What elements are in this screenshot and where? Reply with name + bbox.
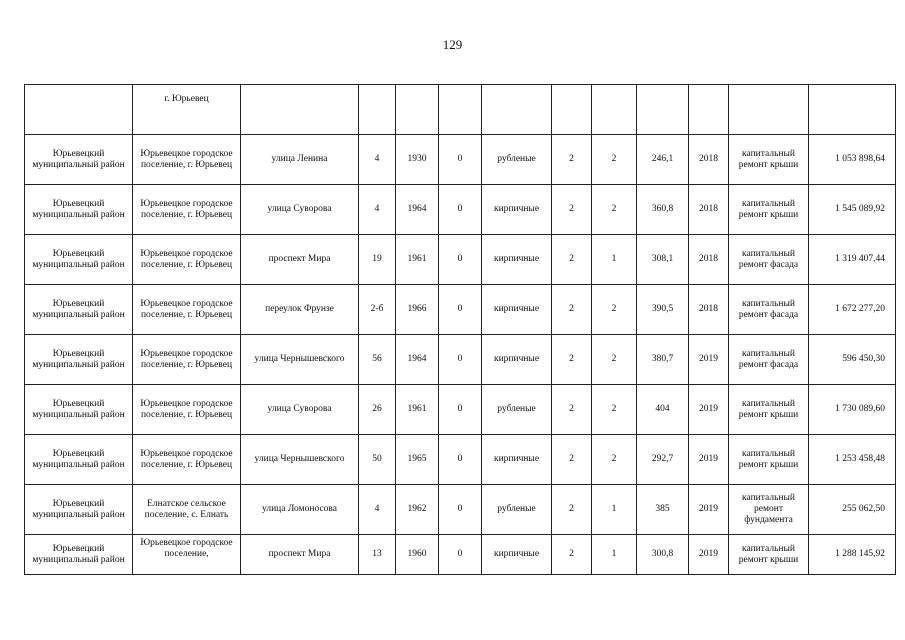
work-type-cell: капитальный ремонт крыши [729, 435, 809, 485]
street-cell: улица Ломоносова [241, 485, 359, 535]
plan-year-cell: 2019 [689, 435, 729, 485]
year-renovation-cell: 0 [439, 285, 482, 335]
area-cell: 300,8 [637, 535, 689, 575]
settlement-cell: Юрьевецкое городское поселение, г. Юрьевец [133, 235, 241, 285]
cost-cell: 1 288 145,92 [809, 535, 896, 575]
floors-cell: 2 [552, 185, 592, 235]
house-number-cell: 2-б [359, 285, 396, 335]
table-row [25, 285, 896, 335]
floors-cell: 2 [552, 385, 592, 435]
cost-cell: 1 319 407,44 [809, 235, 896, 285]
year-renovation-cell: 0 [439, 385, 482, 435]
floors-cell: 2 [552, 285, 592, 335]
plan-year-cell: 2019 [689, 385, 729, 435]
plan-year-cell: 2019 [689, 335, 729, 385]
work-type-cell: капитальный ремонт крыши [729, 185, 809, 235]
entrances-cell: 2 [592, 435, 637, 485]
street-cell: улица Суворова [241, 185, 359, 235]
floors-cell: 2 [552, 335, 592, 385]
district-cell: Юрьевецкий муниципальный район [25, 435, 133, 485]
street-cell: проспект Мира [241, 535, 359, 575]
year-built-cell: 1966 [396, 285, 439, 335]
wall-material-cell: рубленые [482, 135, 552, 185]
street-cell: улица Чернышевского [241, 335, 359, 385]
house-number-cell: 4 [359, 185, 396, 235]
district-cell: Юрьевецкий муниципальный район [25, 285, 133, 335]
entrances-cell: 2 [592, 335, 637, 385]
year-built-cell: 1962 [396, 485, 439, 535]
page-number: 129 [442, 37, 463, 52]
street-cell: проспект Мира [241, 235, 359, 285]
district-cell: Юрьевецкий муниципальный район [25, 535, 133, 575]
table-row [25, 435, 896, 485]
settlement-cell: Юрьевецкое городское поселение, г. Юрьевец [133, 385, 241, 435]
work-type-cell: капитальный ремонт фасада [729, 285, 809, 335]
house-number-cell: 26 [359, 385, 396, 435]
district-cell [25, 85, 133, 135]
wall-material-cell: рубленые [482, 485, 552, 535]
work-type-cell: капитальный ремонт фасада [729, 235, 809, 285]
year-renovation-cell: 0 [439, 485, 482, 535]
plan-year-cell: 2018 [689, 285, 729, 335]
work-type-cell: капитальный ремонт фасада [729, 335, 809, 385]
entrances-cell: 2 [592, 135, 637, 185]
year-renovation-cell: 0 [439, 435, 482, 485]
floors-cell: 2 [552, 485, 592, 535]
settlement-cell: Юрьевецкое городское поселение, г. Юрьевец [133, 135, 241, 185]
wall-material-cell: кирпичные [482, 185, 552, 235]
street-cell: улица Суворова [241, 385, 359, 435]
continued-row [25, 85, 896, 135]
table-row [25, 535, 896, 575]
table-row [25, 335, 896, 385]
work-type-cell: капитальный ремонт крыши [729, 385, 809, 435]
wall-material-cell: кирпичные [482, 535, 552, 575]
year-built-cell: 1964 [396, 185, 439, 235]
wall-material-cell: рубленые [482, 385, 552, 435]
entrances-cell: 2 [592, 185, 637, 235]
table-row [25, 135, 896, 185]
cost-cell: 1 730 089,60 [809, 385, 896, 435]
year-built-cell: 1960 [396, 535, 439, 575]
entrances-cell: 1 [592, 235, 637, 285]
year-built-cell: 1930 [396, 135, 439, 185]
house-number-cell: 4 [359, 135, 396, 185]
district-cell: Юрьевецкий муниципальный район [25, 235, 133, 285]
settlement-cell: Юрьевецкое городское поселение, [133, 535, 241, 575]
area-cell: 380,7 [637, 335, 689, 385]
area-cell: 292,7 [637, 435, 689, 485]
district-cell: Юрьевецкий муниципальный район [25, 335, 133, 385]
wall-material-cell: кирпичные [482, 285, 552, 335]
floors-cell: 2 [552, 435, 592, 485]
settlement-cell: Юрьевецкое городское поселение, г. Юрьевец [133, 435, 241, 485]
entrances-cell: 2 [592, 385, 637, 435]
cost-cell: 1 545 089,92 [809, 185, 896, 235]
year-built-cell: 1964 [396, 335, 439, 385]
settlement-cell: г. Юрьевец [133, 85, 241, 135]
table-row [25, 385, 896, 435]
cost-cell: 1 253 458,48 [809, 435, 896, 485]
cost-cell: 1 672 277,20 [809, 285, 896, 335]
street-cell: улица Ленина [241, 135, 359, 185]
wall-material-cell: кирпичные [482, 335, 552, 385]
wall-material-cell: кирпичные [482, 435, 552, 485]
work-type-cell: капитальный ремонт крыши [729, 135, 809, 185]
year-built-cell: 1965 [396, 435, 439, 485]
house-number-cell: 56 [359, 335, 396, 385]
house-number-cell: 13 [359, 535, 396, 575]
plan-year-cell: 2018 [689, 135, 729, 185]
entrances-cell: 2 [592, 285, 637, 335]
district-cell: Юрьевецкий муниципальный район [25, 185, 133, 235]
year-renovation-cell: 0 [439, 535, 482, 575]
table-row [25, 235, 896, 285]
year-renovation-cell: 0 [439, 185, 482, 235]
district-cell: Юрьевецкий муниципальный район [25, 385, 133, 435]
area-cell: 308,1 [637, 235, 689, 285]
year-renovation-cell: 0 [439, 335, 482, 385]
area-cell: 385 [637, 485, 689, 535]
floors-cell: 2 [552, 235, 592, 285]
street-cell: переулок Фрунзе [241, 285, 359, 335]
cost-cell: 596 450,30 [809, 335, 896, 385]
area-cell: 246,1 [637, 135, 689, 185]
year-renovation-cell: 0 [439, 135, 482, 185]
wall-material-cell: кирпичные [482, 235, 552, 285]
table-row [25, 185, 896, 235]
cost-cell: 255 062,50 [809, 485, 896, 535]
area-cell: 404 [637, 385, 689, 435]
house-number-cell: 50 [359, 435, 396, 485]
house-number-cell: 4 [359, 485, 396, 535]
work-type-cell: капитальный ремонт крыши [729, 535, 809, 575]
settlement-cell: Юрьевецкое городское поселение, г. Юрьевец [133, 335, 241, 385]
street-cell: улица Чернышевского [241, 435, 359, 485]
entrances-cell: 1 [592, 485, 637, 535]
house-number-cell: 19 [359, 235, 396, 285]
plan-year-cell: 2018 [689, 185, 729, 235]
year-renovation-cell: 0 [439, 235, 482, 285]
district-cell: Юрьевецкий муниципальный район [25, 485, 133, 535]
settlement-cell: Елнатское сельское поселение, с. Елнать [133, 485, 241, 535]
entrances-cell: 1 [592, 535, 637, 575]
cost-cell: 1 053 898,64 [809, 135, 896, 185]
table-row [25, 485, 896, 535]
settlement-cell: Юрьевецкое городское поселение, г. Юрьевец [133, 185, 241, 235]
work-type-cell: капитальный ремонт фундамента [729, 485, 809, 535]
year-built-cell: 1961 [396, 235, 439, 285]
floors-cell: 2 [552, 535, 592, 575]
area-cell: 360,8 [637, 185, 689, 235]
year-built-cell: 1961 [396, 385, 439, 435]
plan-year-cell: 2019 [689, 535, 729, 575]
floors-cell: 2 [552, 135, 592, 185]
settlement-cell: Юрьевецкое городское поселение, г. Юрьевец [133, 285, 241, 335]
repair-program-table [24, 84, 896, 575]
area-cell: 390,5 [637, 285, 689, 335]
plan-year-cell: 2018 [689, 235, 729, 285]
plan-year-cell: 2019 [689, 485, 729, 535]
district-cell: Юрьевецкий муниципальный район [25, 135, 133, 185]
